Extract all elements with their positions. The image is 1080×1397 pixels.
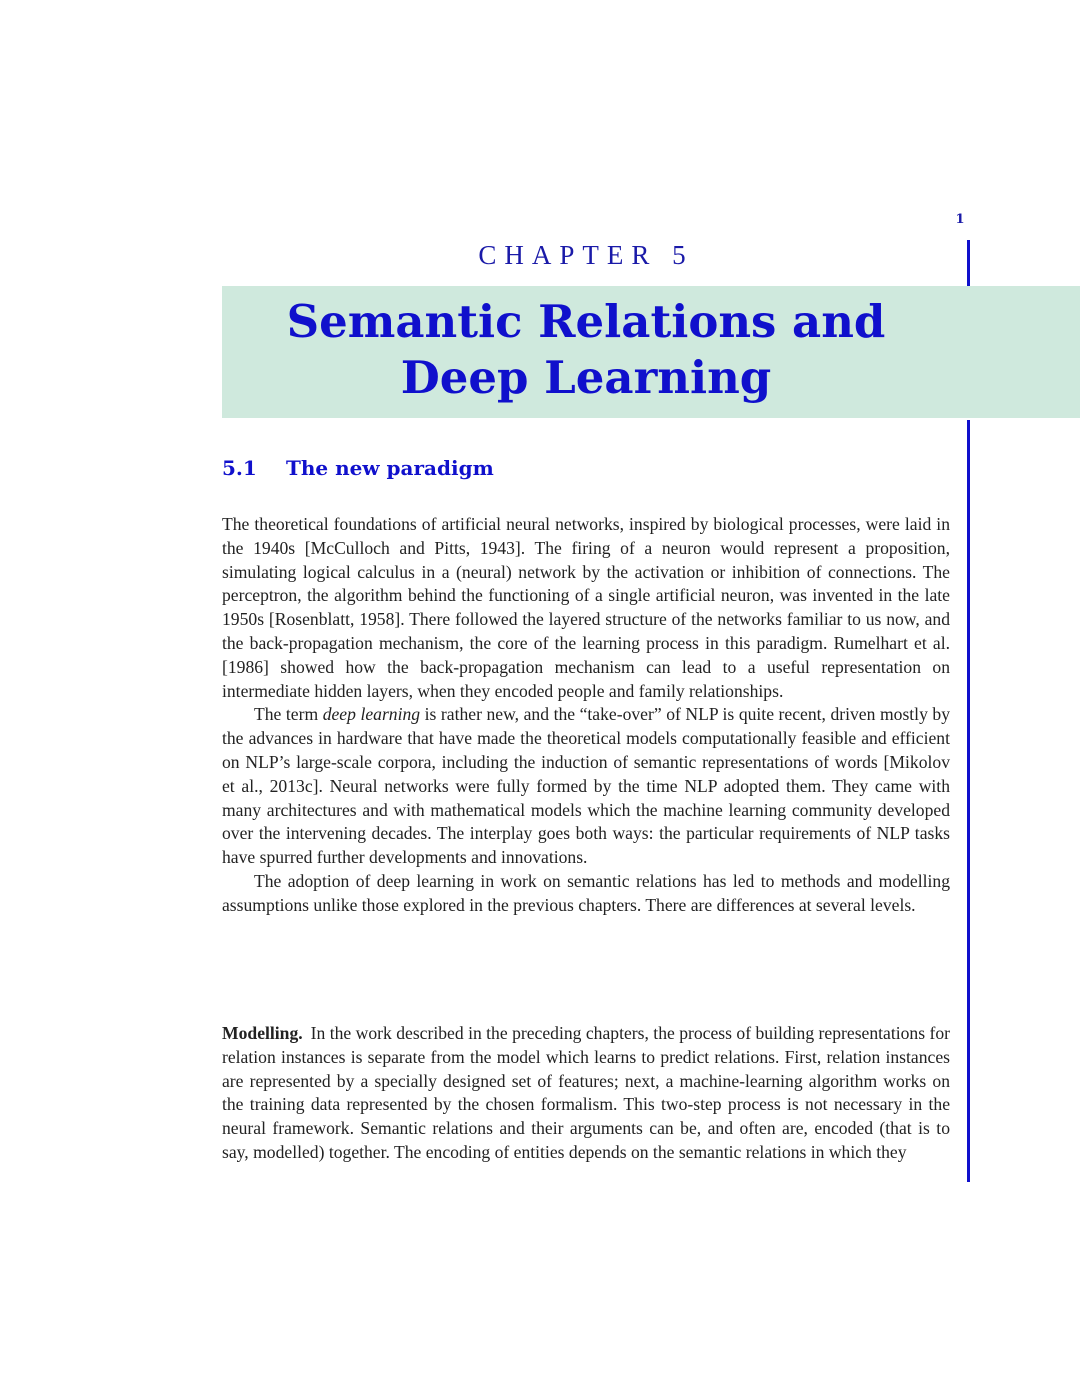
section-body <box>222 513 950 918</box>
change-bar-main <box>967 420 970 1182</box>
section-heading <box>222 456 494 480</box>
paragraph-1: The theoretical foundations of artificial neural networks, inspired by biological processes, were laid in the 1940s [McCulloch and Pitts, 1943]. The firing of a neuron would represent a proposition, simulating logical calculus in a (neural) network by the activation or inhibition of connections. The perceptron, the algorithm behind the functioning of a single artificial neuron, was invented in the late 1950s [Rosenblatt, 1958]. There followed the layered structure of the networks familiar to us now, and the back-propagation mechanism, the core of the learning process in this paradigm. Rumelhart et al. [1986] showed how the back-propagation mechanism can lead to a useful representation on intermediate hidden layers, when they encoded people and family relationships. <box>222 514 950 701</box>
emphasis-deep-learning: deep learning <box>322 704 421 725</box>
section-number: 5.1 <box>222 456 257 480</box>
chapter-title: Semantic Relations and Deep Learning <box>286 295 886 404</box>
run-in-heading-modelling: Modelling. <box>222 1023 303 1043</box>
paragraph-3: The adoption of deep learning in work on semantic relations has led to methods and modelling assumptions unlike those explored in the previous chapters. There are differences at several levels. <box>222 870 950 915</box>
page-number: 1 <box>955 212 965 227</box>
change-bar-top <box>967 240 970 286</box>
modelling-body <box>222 1022 950 1165</box>
paragraph-2-rest: is rather new, and the “take-over” of NLP is quite recent, driven mostly by the advances in hardware that have made the theoretical models computationally feasible and efficient on NLP’s large-scale corpora, including the induction of semantic representations of words [Mikolov et al., 2013c]. Neural networks were fully formed by the time NLP adopted them. They came with many architectures and with mathematical models which the machine learning community developed over the intervening decades. The interplay goes both ways: the particular requirements of NLP tasks have spurred further developments and innovations. <box>222 704 951 868</box>
section-title: The new paradigm <box>286 456 494 480</box>
paragraph-4 <box>222 1022 950 1165</box>
paragraph-4-text: In the work described in the preceding chapters, the process of building representations for relation instances is separate from the model which learns to predict relations. First, relation instances are represented by a specially designed set of features; next, a machine-learning algorithm works on the training data represented by the chosen formalism. This two-step process is not necessary in the neural framework. Semantic relations and their arguments can be, and often are, encoded (that is to say, modelled) together. The encoding of entities depends on the semantic relations in which they <box>222 1023 950 1162</box>
paragraph-2-start: The term <box>254 704 323 725</box>
paragraph-2 <box>222 703 950 870</box>
chapter-label: CHAPTER 5 <box>478 240 694 270</box>
